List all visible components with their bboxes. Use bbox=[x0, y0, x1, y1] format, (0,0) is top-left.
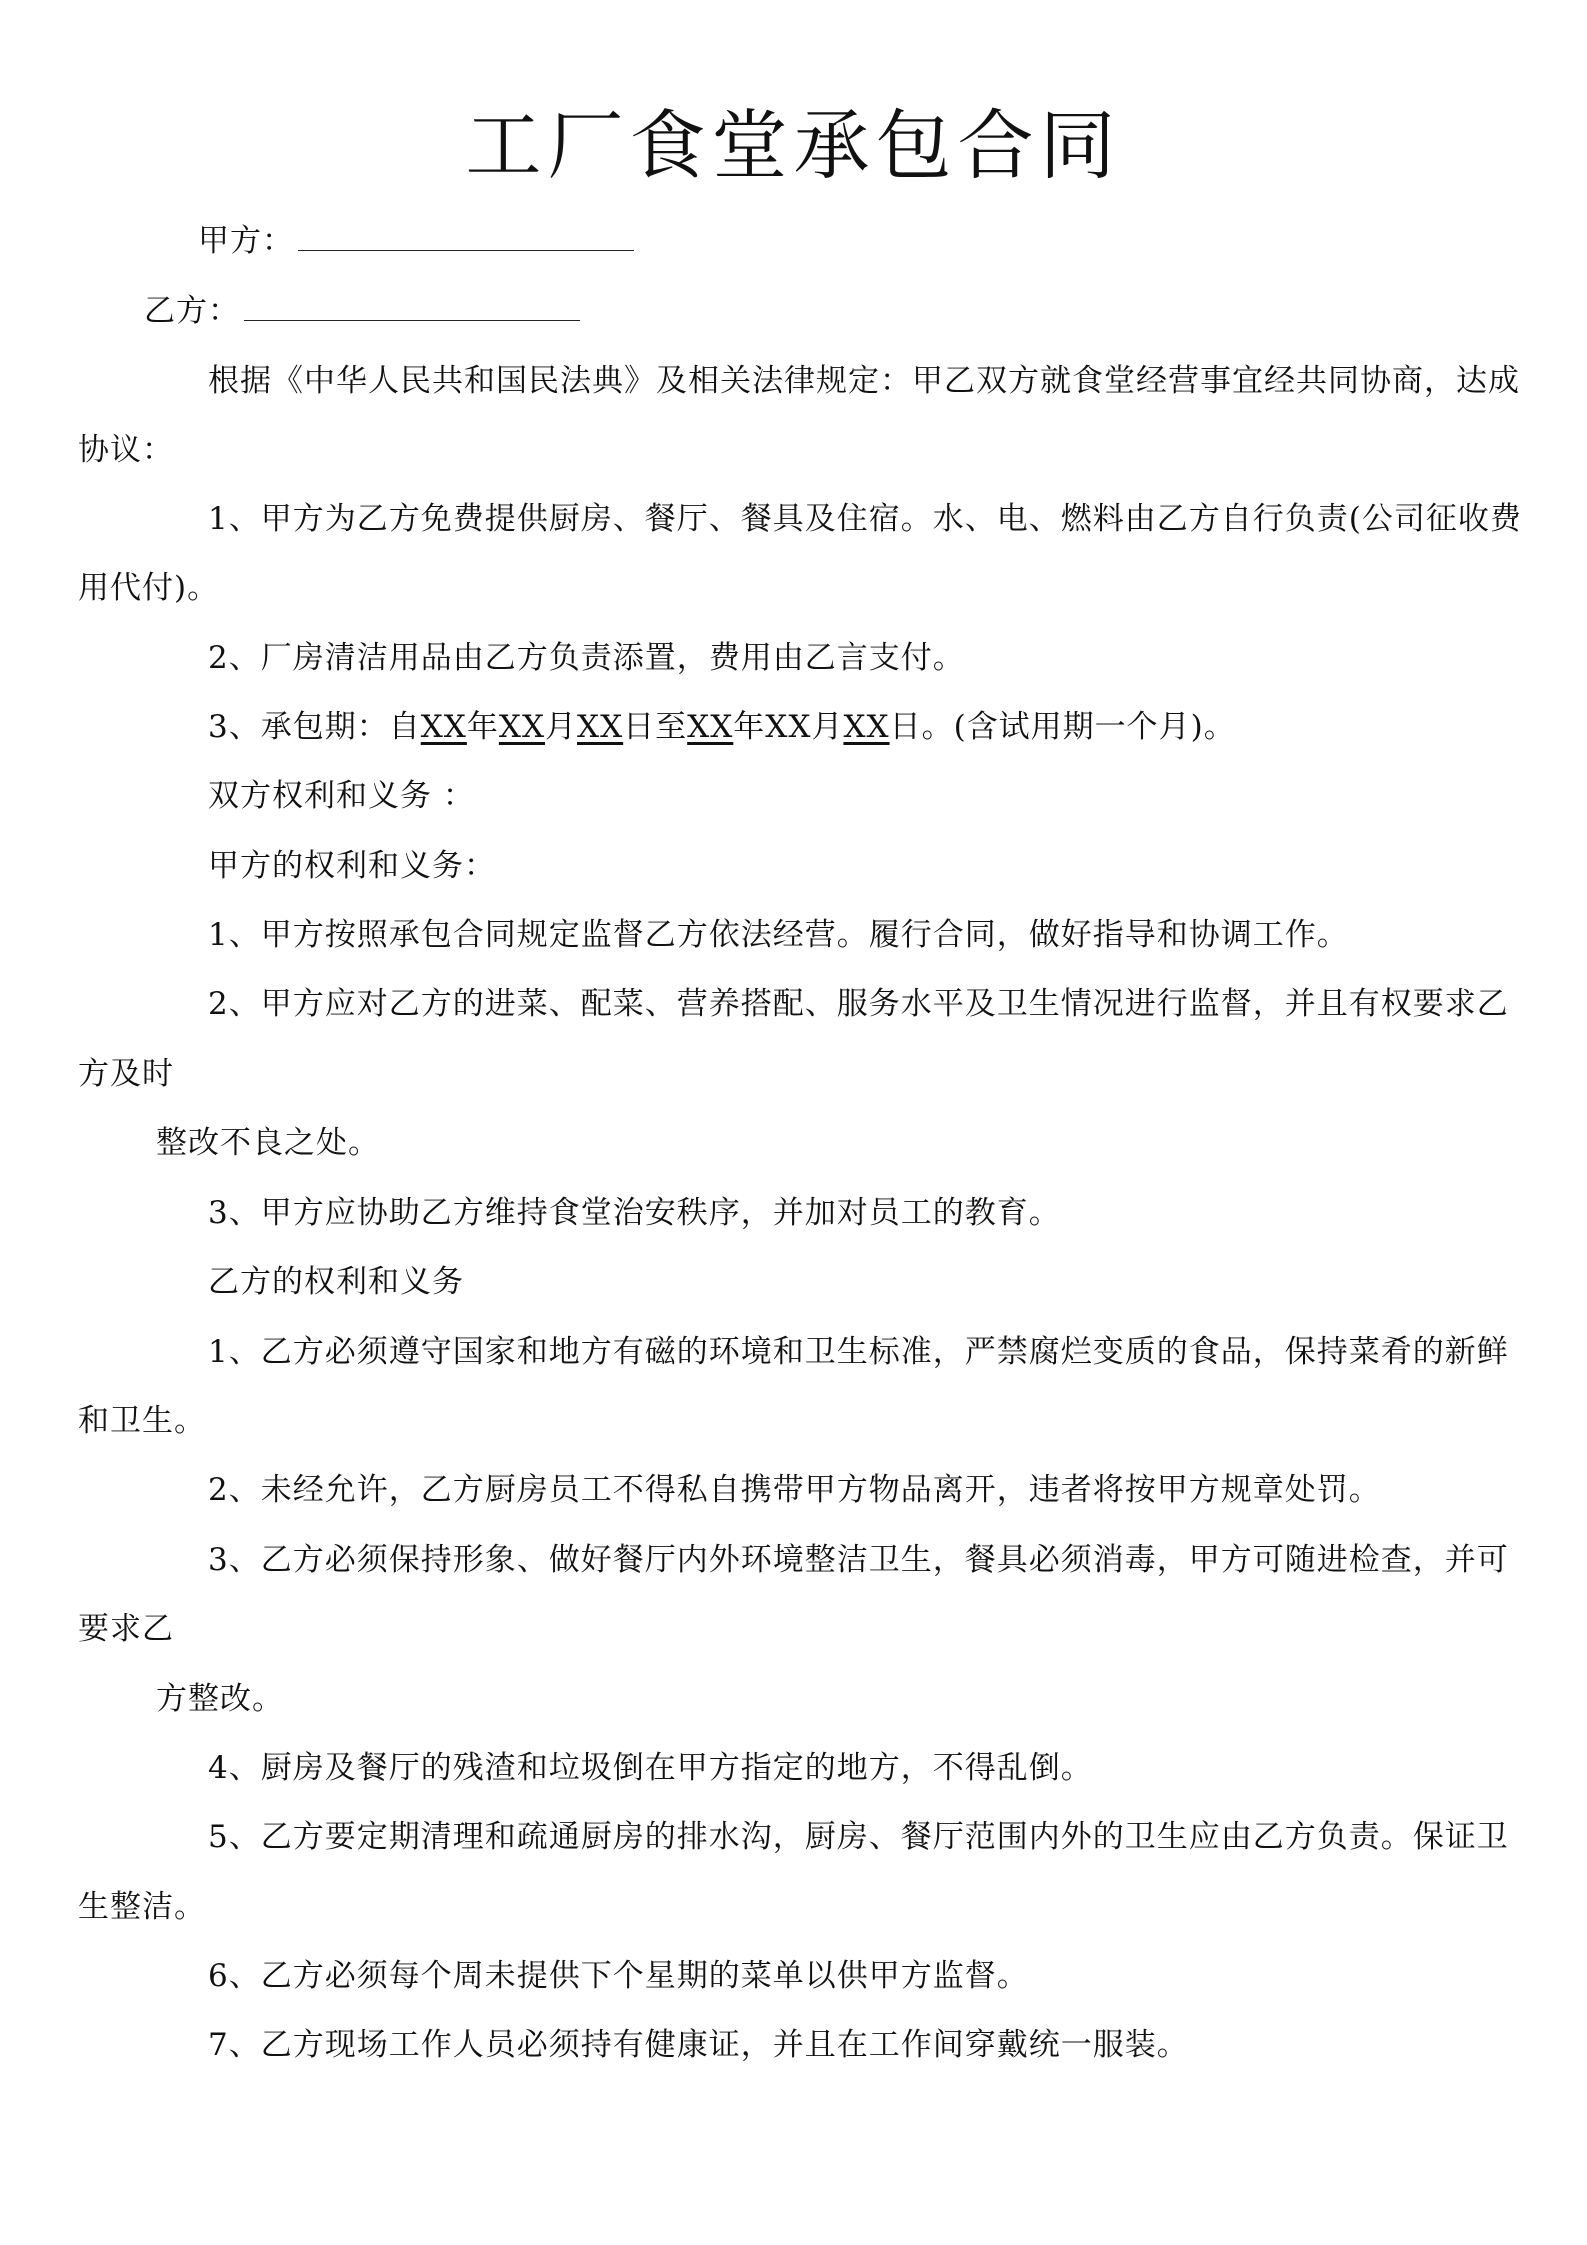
party-b-item-1-line-1: 1、乙方必须遵守国家和地方有磁的环境和卫生标准，严禁腐烂变质的食品，保持菜肴的新鲜 bbox=[208, 1334, 1509, 1370]
party-b-item-4: 4、厨房及餐厅的残渣和垃圾倒在甲方指定的地方，不得乱倒。 bbox=[208, 1750, 1093, 1786]
start-month: XX bbox=[498, 709, 546, 745]
party-a-item-1: 1、甲方按照承包合同规定监督乙方依法经营。履行合同，做好指导和协调工作。 bbox=[208, 917, 1349, 953]
document-title: 工厂食堂承包合同 bbox=[465, 101, 1122, 190]
party-b-item-7: 7、乙方现场工作人员必须持有健康证，并且在工作间穿戴统一服装。 bbox=[208, 2027, 1189, 2063]
start-day: XX bbox=[577, 709, 624, 745]
intro-line-1: 根据《中华人民共和国民法典》及相关法律规定：甲乙双方就食堂经营事宜经共同协商，达成 bbox=[208, 363, 1520, 399]
party-b-item-3-line-1: 3、乙方必须保持形象、做好餐厅内外环境整洁卫生，餐具必须消毒，甲方可随进检查，并可 bbox=[208, 1542, 1509, 1578]
term-prefix: 3、承包期：自 bbox=[208, 709, 421, 745]
party-a-field bbox=[198, 220, 634, 261]
party-b-item-2: 2、未经允许，乙方厨房员工不得私自携带甲方物品离开，违者将按甲方规章处罚。 bbox=[208, 1472, 1381, 1508]
clause-1-line-2: 用代付)。 bbox=[78, 570, 220, 606]
party-a-label: 甲方： bbox=[198, 223, 294, 259]
party-b-item-1-line-2: 和卫生。 bbox=[78, 1403, 206, 1439]
party-b-blank-line bbox=[244, 290, 580, 321]
month-label: 月 bbox=[545, 709, 578, 745]
party-a-section-heading: 甲方的权利和义务： bbox=[208, 848, 496, 884]
party-a-item-2-line-3: 整改不良之处。 bbox=[156, 1125, 380, 1161]
clause-3-term bbox=[208, 707, 1236, 747]
year-label: 年 bbox=[466, 709, 499, 745]
year-label-2: 年 bbox=[733, 709, 766, 745]
party-a-item-3: 3、甲方应协助乙方维持食堂治安秩序，并加对员工的教育。 bbox=[208, 1195, 1061, 1231]
party-b-item-3-line-3: 方整改。 bbox=[156, 1681, 284, 1717]
intro-line-2: 协议： bbox=[78, 432, 174, 468]
party-b-item-6: 6、乙方必须每个周未提供下个星期的菜单以供甲方监督。 bbox=[208, 1958, 1029, 1994]
party-b-item-5-line-2: 生整洁。 bbox=[78, 1889, 206, 1925]
clause-2: 2、厂房清洁用品由乙方负责添置，费用由乙言支付。 bbox=[208, 640, 965, 676]
clause-1-line-1: 1、甲方为乙方免费提供厨房、餐厅、餐具及住宿。水、电、燃料由乙方自行负责(公司征收费 bbox=[208, 501, 1522, 537]
month-label-2: 月 bbox=[811, 709, 844, 745]
end-year: XX bbox=[687, 709, 734, 745]
end-day: XX bbox=[843, 709, 890, 745]
party-b-section-heading: 乙方的权利和义务 bbox=[208, 1264, 464, 1300]
party-b-field bbox=[144, 290, 580, 331]
end-month: XX bbox=[765, 709, 812, 745]
party-b-item-3-line-2: 要求乙 bbox=[78, 1611, 174, 1647]
party-a-blank-line bbox=[298, 220, 634, 251]
rights-heading: 双方权利和义务 ： bbox=[208, 778, 475, 814]
party-b-label: 乙方： bbox=[144, 293, 240, 329]
party-a-item-2-line-1: 2、甲方应对乙方的进菜、配菜、营养搭配、服务水平及卫生情况进行监督，并且有权要求乙 bbox=[208, 986, 1509, 1022]
day-to-label: 日至 bbox=[623, 709, 688, 745]
start-year: XX bbox=[420, 709, 467, 745]
party-a-item-2-line-2: 方及时 bbox=[78, 1056, 174, 1092]
party-b-item-5-line-1: 5、乙方要定期清理和疏通厨房的排水沟，厨房、餐厅范围内外的卫生应由乙方负责。保证卫 bbox=[208, 1819, 1509, 1855]
term-suffix: 日。(含试用期一个月)。 bbox=[889, 709, 1236, 745]
